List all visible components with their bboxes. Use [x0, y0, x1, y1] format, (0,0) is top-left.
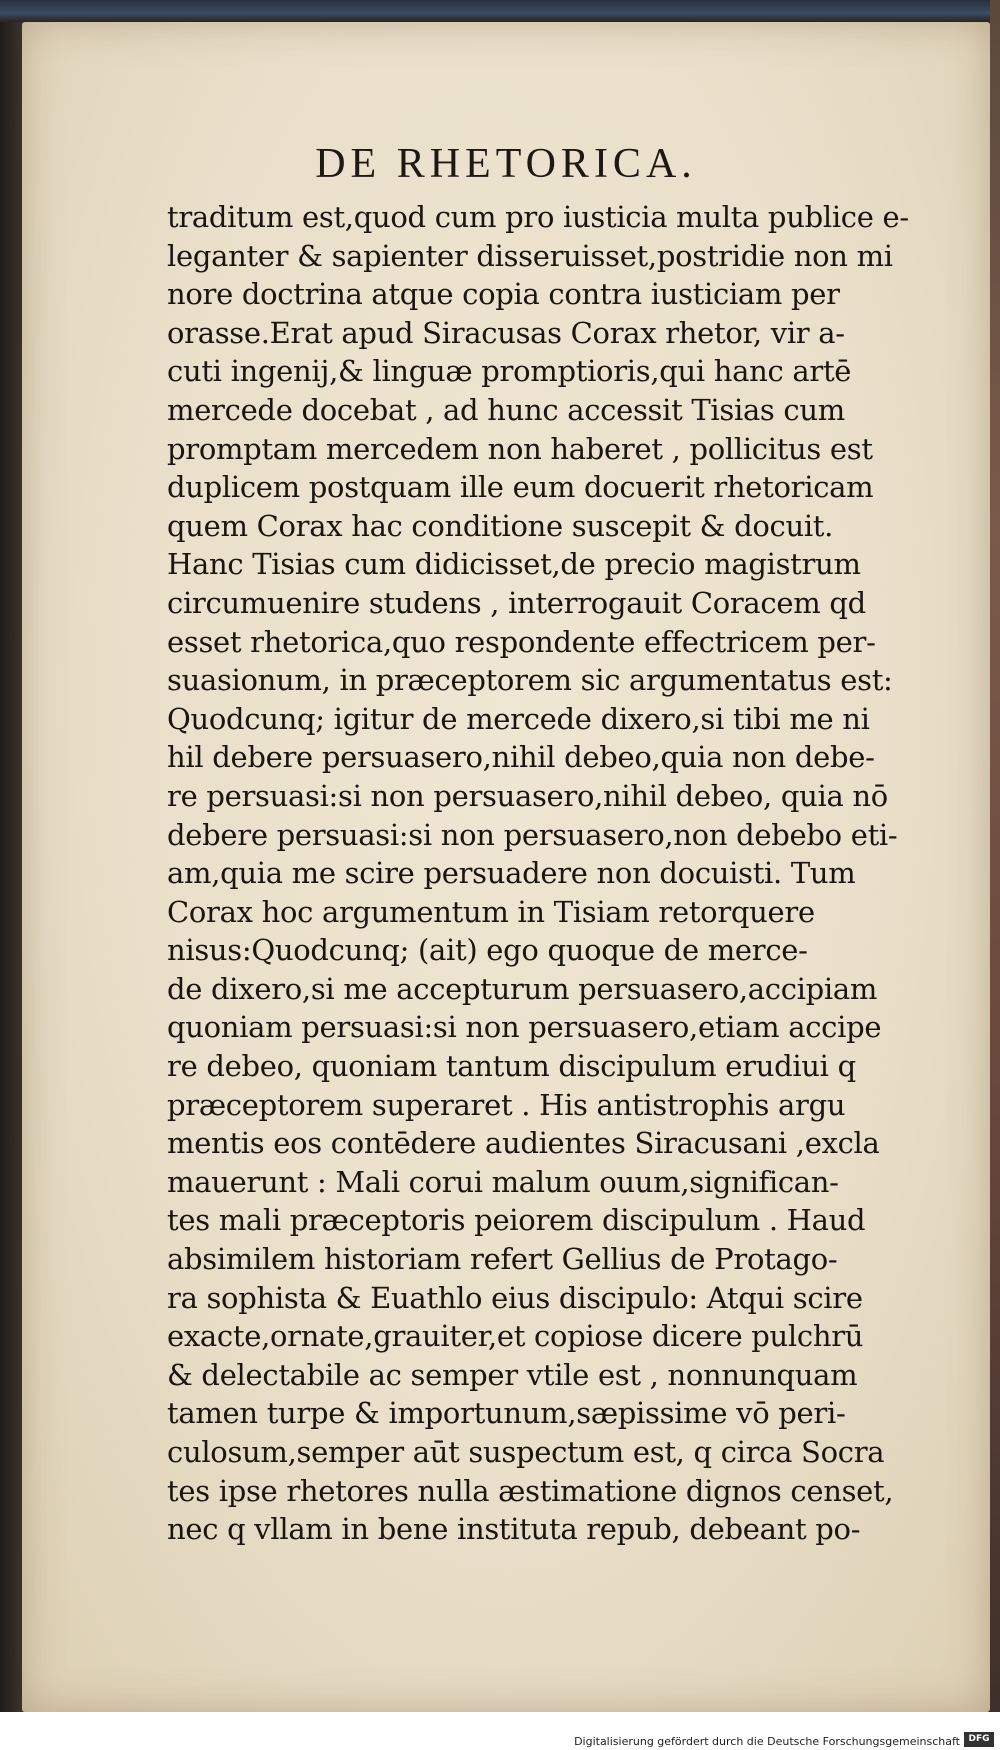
- text-line: nec q vllam in bene instituta repub, debeant po-: [167, 1512, 861, 1547]
- text-line: hil debere persuasero,nihil debeo,quia non debe-: [167, 740, 875, 775]
- text-line: cuti ingenij,& linguæ promptioris,qui hanc artē: [167, 354, 852, 389]
- footer-credit: Digitalisierung gefördert durch die Deutsche Forschungsgemeinschaft: [574, 1735, 960, 1748]
- running-head: DE RHETORICA.: [315, 141, 697, 187]
- text-line: leganter & sapienter disseruisset,postridie non mi: [167, 238, 893, 273]
- text-line: absimilem historiam refert Gellius de Protago-: [167, 1242, 838, 1277]
- dfg-logo-icon: DFG: [964, 1732, 994, 1747]
- text-line: nore doctrina atque copia contra iusticiam per: [167, 277, 840, 312]
- text-line: promptam mercedem non haberet , pollicitus est: [167, 431, 873, 466]
- text-line: mentis eos contēdere audientes Siracusani ,excla: [167, 1126, 880, 1161]
- text-line: duplicem postquam ille eum docuerit rhetoricam: [167, 470, 874, 505]
- text-line: mercede docebat , ad hunc accessit Tisias cum: [167, 392, 845, 427]
- text-line: quem Corax hac conditione suscepit & docuit.: [167, 508, 834, 543]
- text-line: de dixero,si me accepturum persuasero,accipiam: [167, 971, 878, 1006]
- text-line: Corax hoc argumentum in Tisiam retorquere: [167, 894, 815, 929]
- book-page: [22, 22, 990, 1712]
- text-line: tamen turpe & importunum,sæpissime vō peri-: [167, 1396, 846, 1431]
- text-line: orasse.Erat apud Siracusas Corax rhetor, vir a-: [167, 315, 845, 350]
- text-line: debere persuasi:si non persuasero,non debebo eti-: [167, 817, 898, 852]
- text-line: tes mali præceptoris peiorem discipulum . Haud: [167, 1203, 866, 1238]
- text-line: mauerunt : Mali corui malum ouum,significan-: [167, 1164, 839, 1199]
- scan-top-edge: [0, 0, 1000, 22]
- text-line: re debeo, quoniam tantum discipulum erudiui q: [167, 1049, 856, 1084]
- text-line: præceptorem superaret . His antistrophis argu: [167, 1087, 846, 1122]
- text-line: traditum est,quod cum pro iusticia multa publice e-: [167, 200, 909, 234]
- text-line: Quodcunq; igitur de mercede dixero,si tibi me ni: [167, 701, 870, 736]
- text-line: am,quia me scire persuadere non docuisti. Tum: [167, 856, 856, 891]
- scan-right-edge: [990, 0, 1000, 1750]
- text-line: re persuasi:si non persuasero,nihil debeo, quia nō: [167, 778, 888, 813]
- text-line: exacte,ornate,grauiter,et copiose dicere pulchrū: [167, 1319, 864, 1354]
- text-line: suasionum, in præceptorem sic argumentatus est:: [167, 663, 893, 698]
- text-line: & delectabile ac semper vtile est , nonnunquam: [167, 1357, 858, 1392]
- text-line: ra sophista & Euathlo eius discipulo: Atqui scire: [167, 1280, 863, 1315]
- body-text: [167, 198, 957, 1549]
- text-line: tes ipse rhetores nulla æstimatione dignos censet,: [167, 1473, 894, 1508]
- text-line: quoniam persuasi:si non persuasero,etiam accipe: [167, 1010, 882, 1045]
- text-line: esset rhetorica,quo respondente effectricem per-: [167, 624, 876, 659]
- text-line: Hanc Tisias cum didicisset,de precio magistrum: [167, 547, 861, 582]
- text-line: circumuenire studens , interrogauit Coracem qd: [167, 585, 866, 620]
- text-line: culosum,semper aūt suspectum est, q circa Socra: [167, 1435, 885, 1469]
- text-line: nisus:Quodcunq; (ait) ego quoque de merce-: [167, 933, 808, 968]
